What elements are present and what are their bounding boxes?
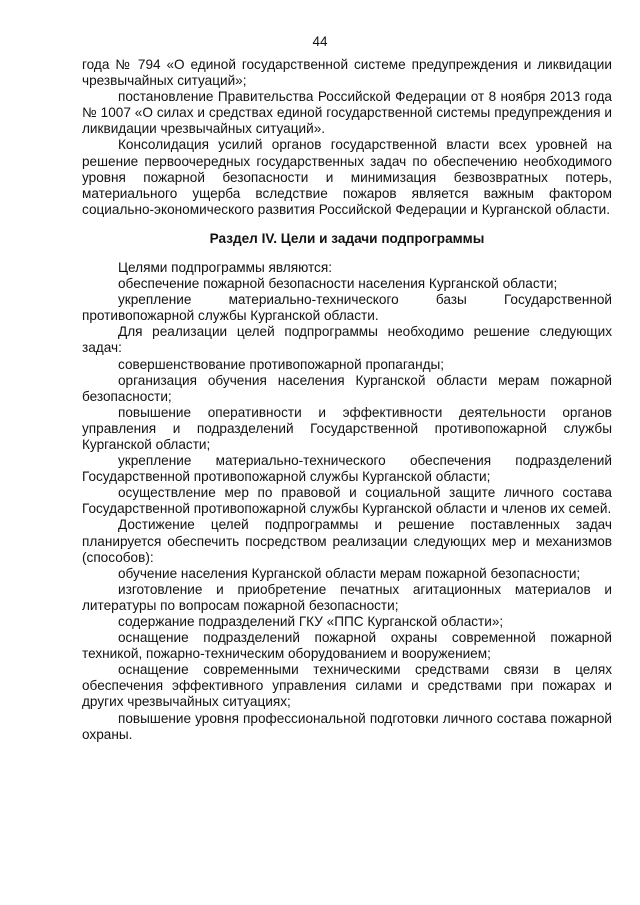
paragraph: организация обучения населения Курганской области мерам пожарной безопасности; [82,372,612,404]
paragraph: Достижение целей подпрограммы и решение поставленных задач планируется обеспечить посредством реализации следующих мер и механизмов (способов): [82,517,612,565]
paragraph: Для реализации целей подпрограммы необходимо решение следующих задач: [82,324,612,356]
section-heading: Раздел IV. Цели и задачи подпрограммы [209,230,485,246]
paragraph: оснащение подразделений пожарной охраны современной пожарной техникой, пожарно-техническим оборудованием и вооружением; [82,630,612,662]
paragraph: обеспечение пожарной безопасности населения Курганской области; [118,276,558,292]
paragraph: повышение уровня профессиональной подготовки личного состава пожарной охраны. [82,710,612,742]
paragraph: оснащение современными техническими средствами связи в целях обеспечения эффективного управления силами и средствами при пожарах и других чрезвычайных ситуациях; [82,662,612,710]
paragraph: постановление Правительства Российской Федерации от 8 ноября 2013 года № 1007 «О силах и средствах единой государственной системы предупреждения и ликвидации чрезвычайных ситуаций». [82,89,612,137]
paragraph: обучение населения Курганской области мерам пожарной безопасности; [118,565,581,581]
paragraph: совершенствование противопожарной пропаганды; [118,356,445,372]
paragraph: укрепление материально-технического базы Государственной противопожарной службы Курганской области. [82,292,612,324]
paragraph: содержание подразделений ГКУ «ППС Курганской области»; [118,614,504,629]
paragraph: осуществление мер по правовой и социальной защите личного состава Государственной противопожарной службы Курганской области и членов их семей. [82,485,612,517]
page-number: 44 [312,34,328,49]
document-body [82,57,612,743]
paragraph: Целями подпрограммы являются: [118,259,332,275]
paragraph: изготовление и приобретение печатных агитационных материалов и литературы по вопросам пожарной безопасности; [82,581,612,613]
paragraph: Консолидация усилий органов государственной власти всех уровней на решение первоочередных государственных задач по обеспечению необходимого уровня пожарной безопасности и минимизация безвозвратных потерь, материального ущерба вследствие пожаров является важным фактором социально-экономического развития Российской Федерации и Курганской области. [82,137,612,217]
paragraph: повышение оперативности и эффективности деятельности органов управления и подразделений Государственной противопожарной службы Курганской области; [82,404,612,452]
paragraph: укрепление материально-технического обеспечения подразделений Государственной противопожарной службы Курганской области; [82,453,612,485]
paragraph: года № 794 «О единой государственной системе предупреждения и ликвидации чрезвычайных ситуаций»; [82,57,612,89]
